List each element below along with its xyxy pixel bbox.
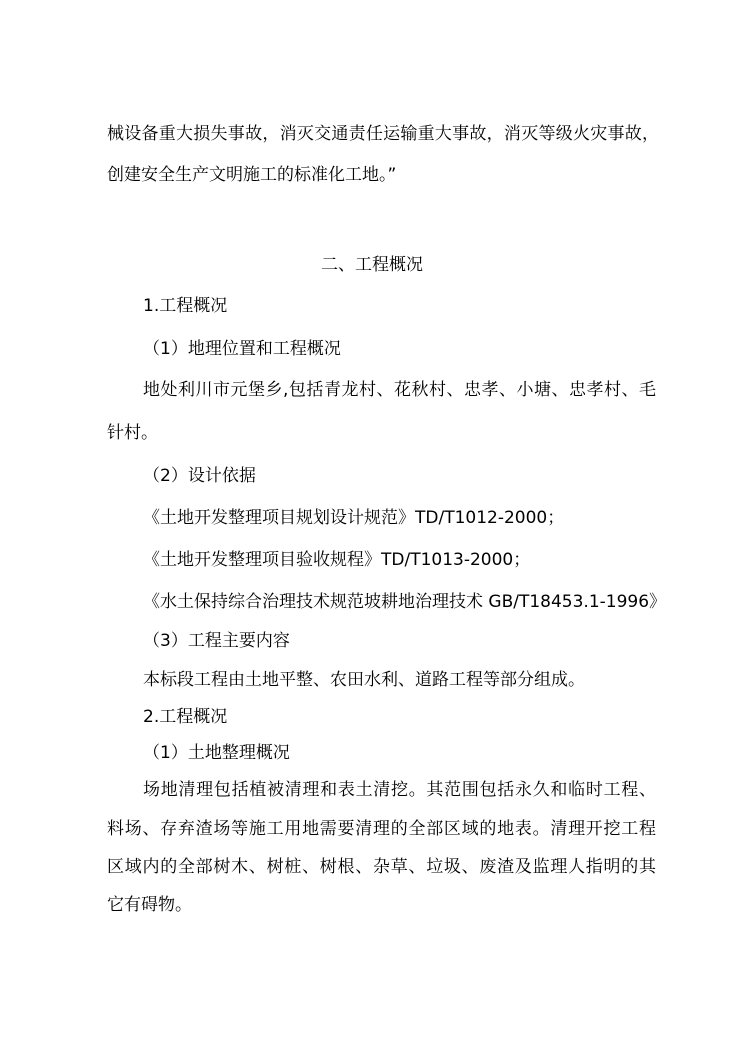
item-4-body-line-2: 料场、存弃渣场等施工用地需要清理的全部区域的地表。清理开挖工程: [107, 819, 656, 839]
design-basis-2: 《土地开发整理项目验收规程》TD/T1013-2000；: [143, 550, 531, 570]
subsection-title-1: 1.工程概况: [143, 296, 228, 316]
intro-line-2: 创建安全生产文明施工的标准化工地。”: [107, 165, 397, 185]
section-title: 二、工程概况: [321, 255, 423, 275]
item-2-title: （2）设计依据: [143, 466, 256, 486]
item-4-title: （1）土地整理概况: [143, 743, 290, 763]
item-1-body-line-2: 针村。: [107, 423, 158, 443]
item-4-body-line-4: 它有碍物。: [107, 895, 192, 915]
item-3-body: 本标段工程由土地平整、农田水利、道路工程等部分组成。: [143, 670, 585, 690]
design-basis-1: 《土地开发整理项目规划设计规范》TD/T1012-2000；: [143, 508, 565, 528]
intro-line-1: 械设备重大损失事故，消灭交通责任运输重大事故，消灭等级火灾事故，: [107, 124, 659, 144]
item-4-body-line-3: 区域内的全部树木、树桩、树根、杂草、垃圾、废渣及监理人指明的其: [107, 857, 656, 877]
item-1-body-line-1: 地处利川市元堡乡,包括青龙村、花秋村、忠孝、小塘、忠孝村、毛: [143, 380, 656, 400]
subsection-title-2: 2.工程概况: [143, 707, 228, 727]
item-1-title: （1）地理位置和工程概况: [143, 339, 341, 359]
item-3-title: （3）工程主要内容: [143, 631, 290, 651]
item-4-body-line-1: 场地清理包括植被清理和表土清挖。其范围包括永久和临时工程、: [143, 780, 656, 800]
design-basis-3: 《水土保持综合治理技术规范坡耕地治理技术 GB/T18453.1-1996》: [143, 592, 667, 612]
